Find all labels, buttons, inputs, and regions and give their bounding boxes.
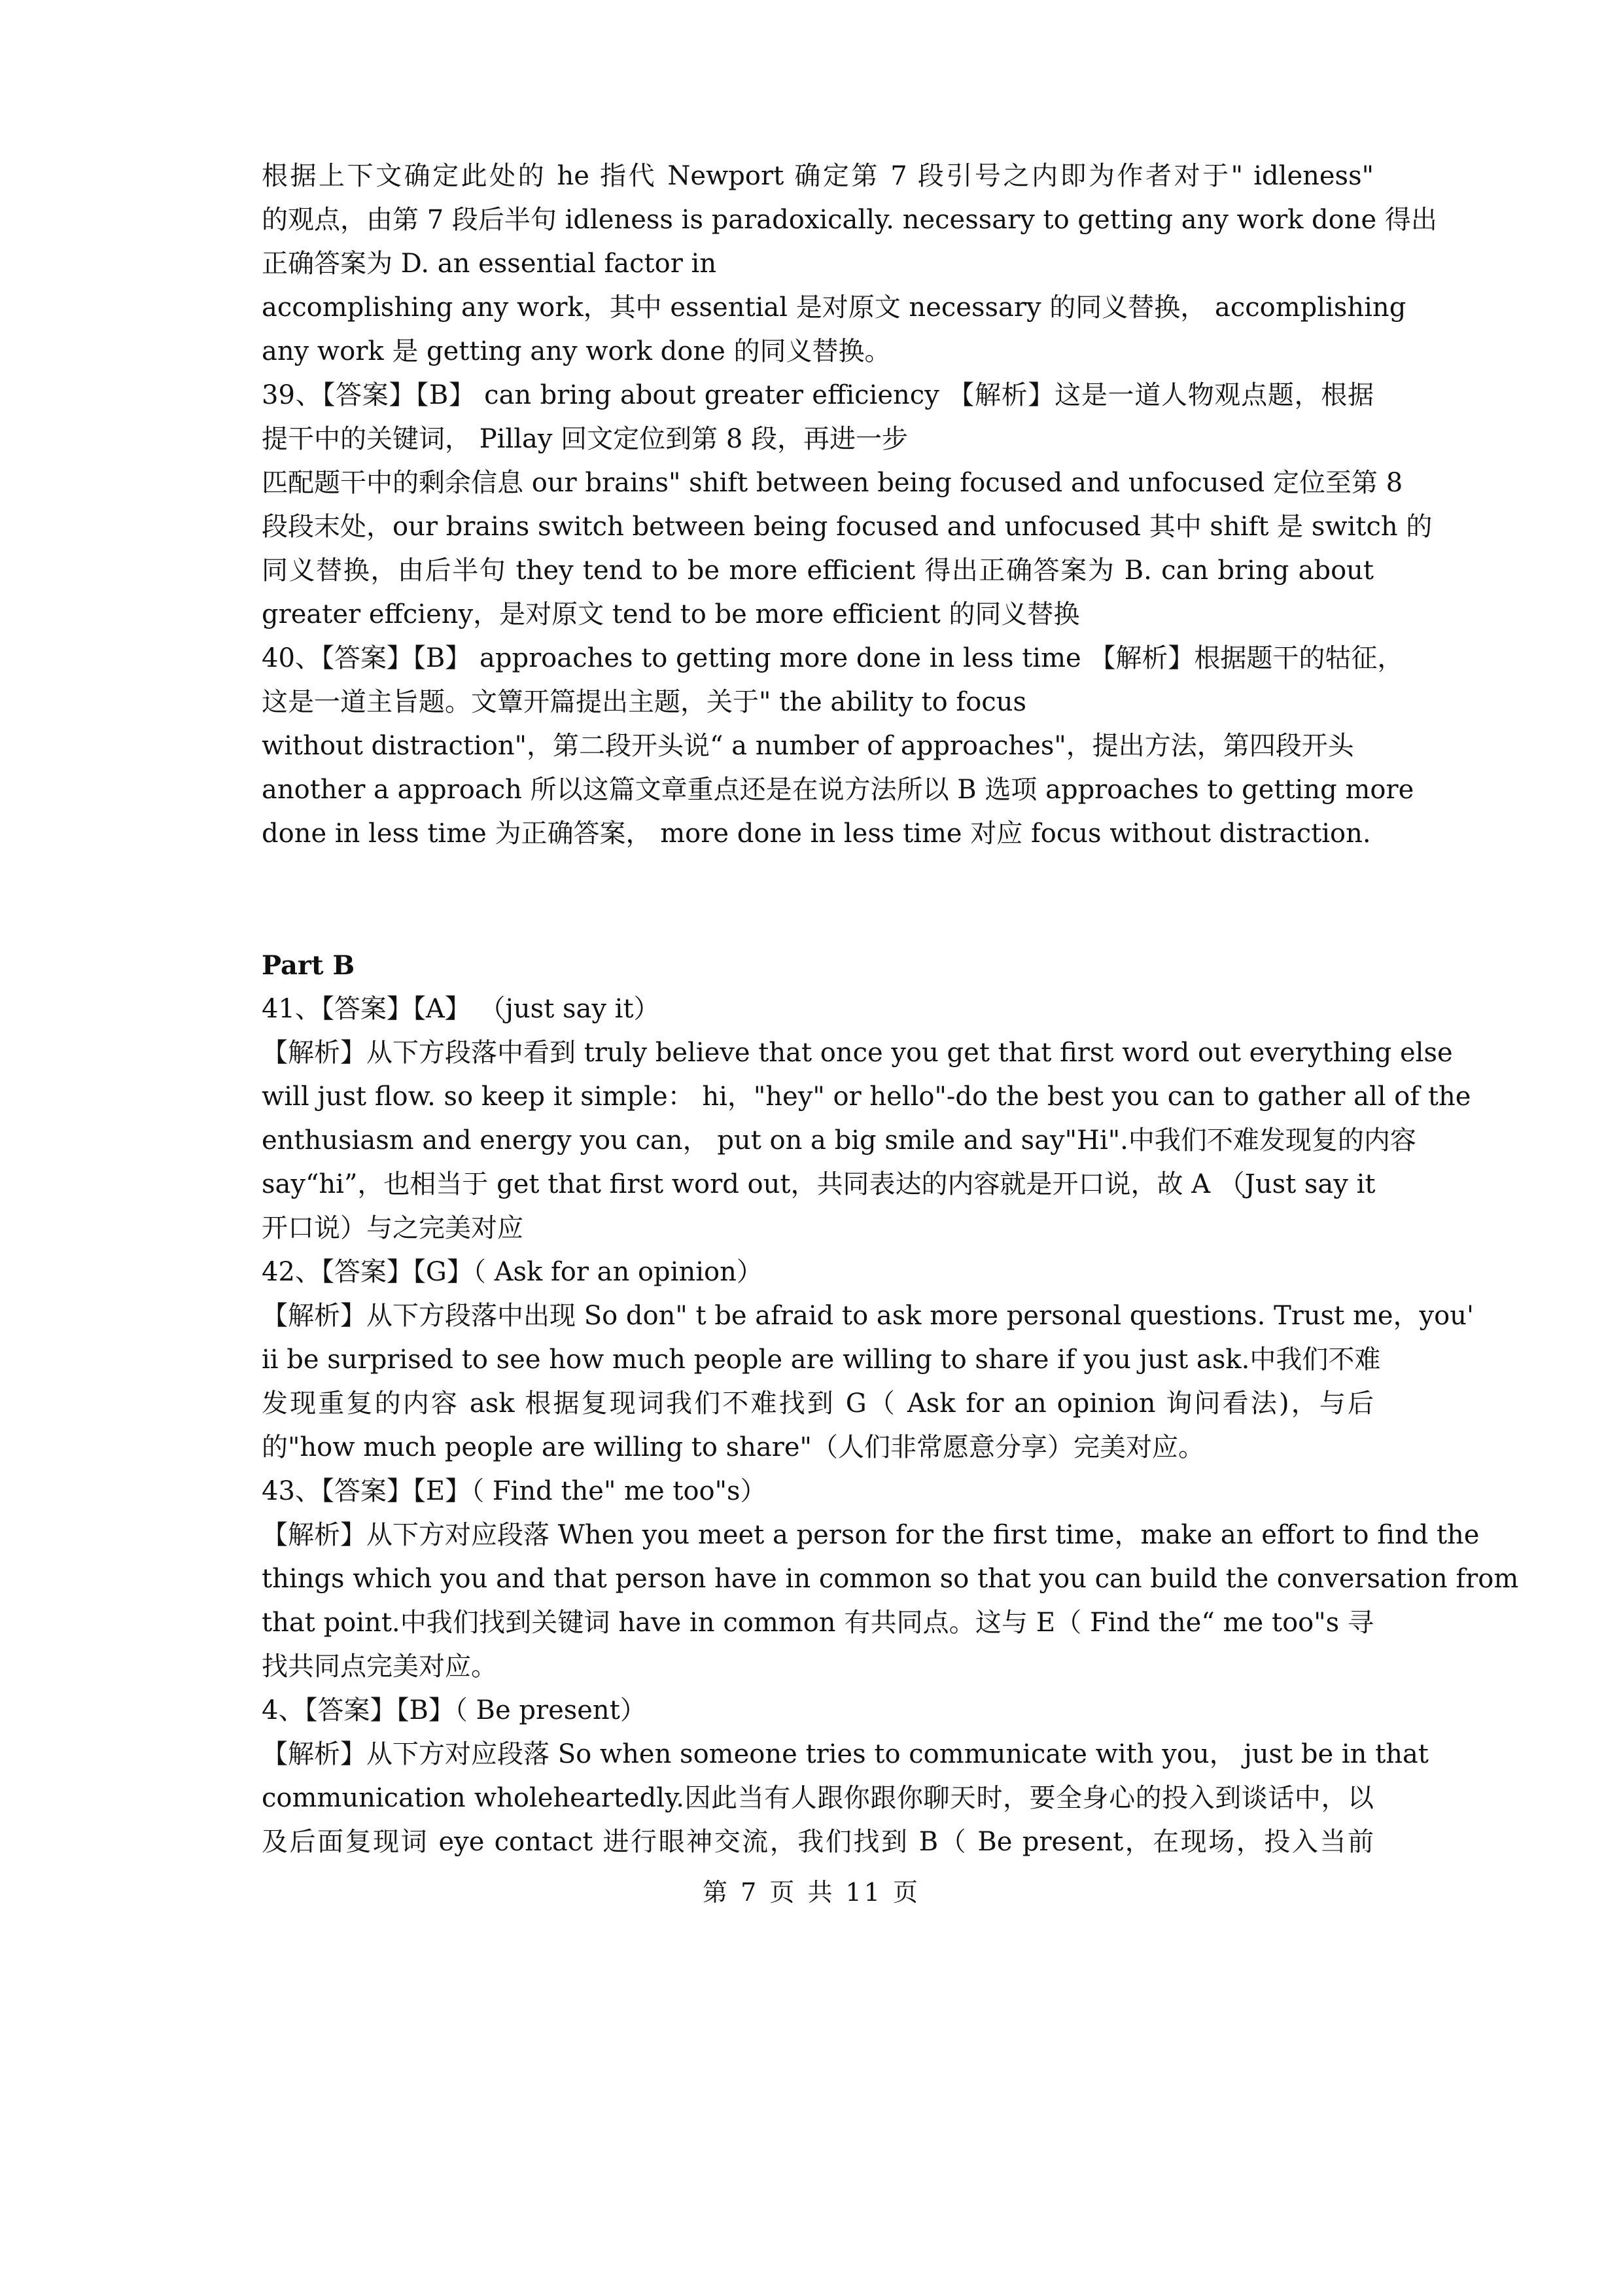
text-line: 根据上下文确定此处的 he 指代 Newport 确定第 7 段引号之内即为作者对于" idleness" (262, 161, 1374, 191)
text-line: without distraction"，第二段开头说“ a number of approaches"，提出方法，第四段开头 (262, 731, 1354, 761)
text-line: 43、【答案】【E】（ Find the" me too"s） (262, 1476, 767, 1506)
text-line: 42、【答案】【G】（ Ask for an opinion） (262, 1257, 763, 1287)
text-line: say“hi”，也相当于 get that first word out，共同表达的内容就是开口说，故 A （Just say it (262, 1169, 1376, 1199)
text-line: 40、【答案】【B】 approaches to getting more done in less time 【解析】根据题干的牯征， (262, 643, 1404, 673)
text-line: 【解析】从下方对应段落 When you meet a person for the first time，make an effort to find the (262, 1520, 1480, 1550)
text-line: 开口说）与之完美对应 (262, 1213, 523, 1243)
text-line: 【解析】从下方段落中看到 truly believe that once you get that first word out everything else (262, 1038, 1453, 1068)
text-line: 发现重复的内容 ask 根据复现词我们不难找到 G（ Ask for an opinion 询问看法)，与后 (262, 1388, 1374, 1419)
text-line: 39、【答案】【B】 can bring about greater efficiency 【解析】这是一道人物观点题，根据 (262, 380, 1374, 410)
text-line: 段段末处，our brains switch between being focused and unfocused 其中 shift 是 switch 的 (262, 512, 1433, 542)
text-line: 【解析】从下方段落中出现 So don" t be afraid to ask more personal questions. Trust me，you' (262, 1301, 1474, 1331)
section-spacer (262, 856, 1374, 944)
text-line: 正确答案为 D. an essential factor in (262, 249, 717, 279)
text-line: 及后面复现词 eye contact 进行眼神交流，我们找到 B（ Be present，在现场，投入当前 (262, 1827, 1374, 1857)
section-heading-part-b: Part B (262, 950, 355, 981)
text-line: greater effcieny，是对原文 tend to be more efficient 的同义替换 (262, 599, 1080, 629)
text-line: another a approach 所以这篇文章重点还是在说方法所以 B 选项 approaches to getting more (262, 775, 1414, 805)
document-page (262, 154, 1519, 1864)
paragraph-q39 (262, 374, 1433, 637)
text-line: will just flow. so keep it simple： hi，"hey" or hello"-do the best you can to gather all of the (262, 1082, 1471, 1112)
text-line: 这是一道主旨题。文簟开篇提出主题，关于" the ability to focus (262, 687, 1027, 717)
text-line: 找共同点完美对应。 (262, 1651, 497, 1682)
paragraph-q42 (262, 1250, 1474, 1470)
paragraph-q38-continuation (262, 154, 1437, 374)
text-line: that point.中我们找到关键词 have in common 有共同点。这与 E（ Find the“ me too"s 寻 (262, 1608, 1374, 1638)
text-line: things which you and that person have in common so that you can build the conversation from (262, 1564, 1519, 1594)
paragraph-q41 (262, 987, 1471, 1250)
text-line: done in less time 为正确答案， more done in less time 对应 focus without distraction. (262, 819, 1371, 849)
text-line: 提干中的关键词， Pillay 回文定位到第 8 段，再进一步 (262, 424, 909, 454)
page-number-footer: 第 7 页 共 11 页 (703, 1878, 920, 1907)
text-line: ii be surprised to see how much people are willing to share if you just ask.中我们不难 (262, 1345, 1381, 1375)
text-line: 4、【答案】【B】（ Be present） (262, 1695, 646, 1725)
text-line: accomplishing any work，其中 essential 是对原文 necessary 的同义替换， accomplishing (262, 292, 1406, 323)
text-line: 匹配题干中的剩余信息 our brains" shift between being focused and unfocused 定位至第 8 (262, 468, 1403, 498)
paragraph-q40 (262, 637, 1414, 856)
paragraph-q43 (262, 1470, 1519, 1689)
text-line: 41、【答案】【A】 （just say it） (262, 994, 660, 1024)
text-line: 的观点，由第 7 段后半句 idleness is paradoxically. necessary to getting any work done 得出 (262, 205, 1437, 235)
paragraph-q44 (262, 1689, 1429, 1864)
text-line: 【解析】从下方对应段落 So when someone tries to communicate with you， just be in that (262, 1739, 1429, 1769)
text-line: any work 是 getting any work done 的同义替换。 (262, 336, 891, 366)
text-line: 的"how much people are willing to share"（人们非常愿意分享）完美对应。 (262, 1432, 1204, 1462)
text-line: communication wholeheartedly.因此当有人跟你跟你聊天时，要全身心的投入到谈话中，以 (262, 1783, 1374, 1813)
text-line: enthusiasm and energy you can， put on a big smile and say"Hi".中我们不难发现复的内容 (262, 1125, 1416, 1156)
text-line: 同义替换，由后半句 they tend to be more efficient 得出正确答案为 B. can bring about (262, 556, 1374, 586)
